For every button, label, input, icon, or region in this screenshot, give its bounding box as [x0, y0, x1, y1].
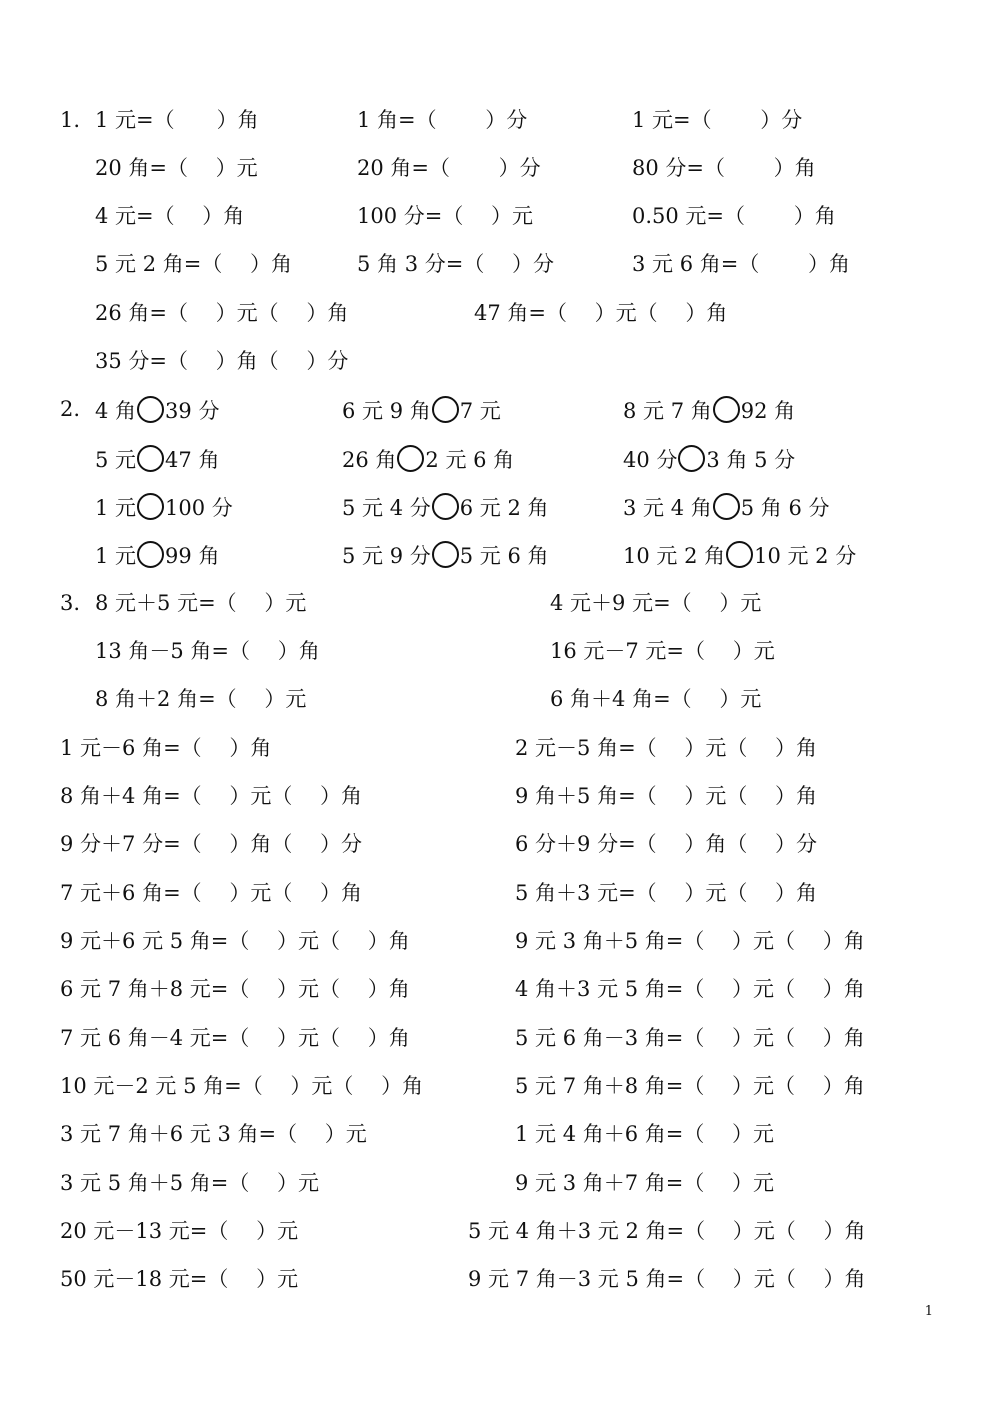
- exercise-4-11-a: 20 元－13 元=（ ）元: [60, 1219, 299, 1243]
- exercise-4-7-a: 7 元 6 角－4 元=（ ）元（ ）角: [60, 1026, 410, 1050]
- compare-right: 7 元: [459, 399, 501, 423]
- blank-circle-icon[interactable]: [137, 541, 164, 568]
- compare-right: 5 角 6 分: [740, 496, 830, 520]
- exercise-4-9-a: 3 元 7 角＋6 元 3 角=（ ）元: [60, 1122, 367, 1146]
- blank-circle-icon[interactable]: [432, 396, 459, 423]
- section-1-number: 1.: [60, 108, 81, 132]
- blank-circle-icon[interactable]: [137, 396, 164, 423]
- exercise-4-1-a: 1 元－6 角=（ ）角: [60, 736, 272, 760]
- compare-left: 4 角: [95, 399, 137, 423]
- blank-circle-icon[interactable]: [137, 493, 164, 520]
- compare-left: 26 角: [342, 448, 397, 472]
- exercise-4-8-b: 5 元 7 角＋8 角=（ ）元（ ）角: [515, 1074, 865, 1098]
- exercise-1-5-b: 47 角=（ ）元（ ）角: [474, 301, 728, 325]
- blank-circle-icon[interactable]: [432, 541, 459, 568]
- compare-2-4-c: [623, 541, 856, 569]
- exercise-1-1-a: 1 元=（ ）角: [95, 108, 259, 132]
- exercise-3-3-b: 6 角＋4 角=（ ）元: [550, 687, 762, 711]
- compare-2-1-c: [623, 396, 795, 424]
- exercise-1-3-c: 0.50 元=（ ）角: [632, 204, 836, 228]
- compare-right: 6 元 2 角: [459, 496, 549, 520]
- section-2-number: 2.: [60, 397, 81, 421]
- exercise-3-1-a: 8 元＋5 元=（ ）元: [95, 591, 307, 615]
- exercise-1-3-b: 100 分=（ ）元: [357, 204, 534, 228]
- exercise-1-2-b: 20 角=（ ）分: [357, 156, 541, 180]
- compare-left: 8 元 7 角: [623, 399, 712, 423]
- compare-2-3-b: [342, 493, 549, 521]
- compare-right: 10 元 2 分: [754, 544, 857, 568]
- compare-left: 3 元 4 角: [623, 496, 712, 520]
- blank-circle-icon[interactable]: [713, 493, 740, 520]
- compare-left: 1 元: [95, 496, 137, 520]
- exercise-1-6-a: 35 分=（ ）角（ ）分: [95, 349, 349, 373]
- exercise-1-2-a: 20 角=（ ）元: [95, 156, 258, 180]
- exercise-4-3-a: 9 分＋7 分=（ ）角（ ）分: [60, 832, 363, 856]
- compare-left: 10 元 2 角: [623, 544, 726, 568]
- blank-circle-icon[interactable]: [678, 445, 705, 472]
- exercise-4-5-a: 9 元＋6 元 5 角=（ ）元（ ）角: [60, 929, 410, 953]
- compare-left: 6 元 9 角: [342, 399, 431, 423]
- compare-2-4-a: [95, 541, 219, 569]
- compare-2-1-a: [95, 396, 219, 424]
- compare-left: 5 元 4 分: [342, 496, 431, 520]
- exercise-4-6-a: 6 元 7 角＋8 元=（ ）元（ ）角: [60, 977, 410, 1001]
- exercise-4-4-a: 7 元＋6 角=（ ）元（ ）角: [60, 881, 363, 905]
- compare-2-2-a: [95, 445, 219, 473]
- exercise-4-8-a: 10 元－2 元 5 角=（ ）元（ ）角: [60, 1074, 424, 1098]
- page-number: 1: [924, 1304, 933, 1319]
- exercise-4-12-a: 50 元－18 元=（ ）元: [60, 1267, 299, 1291]
- exercise-3-3-a: 8 角＋2 角=（ ）元: [95, 687, 307, 711]
- exercise-4-7-b: 5 元 6 角－3 角=（ ）元（ ）角: [515, 1026, 865, 1050]
- compare-2-2-b: [342, 445, 514, 473]
- exercise-1-1-b: 1 角=（ ）分: [357, 108, 528, 132]
- compare-left: 40 分: [623, 448, 678, 472]
- compare-right: 3 角 5 分: [706, 448, 796, 472]
- exercise-4-4-b: 5 角＋3 元=（ ）元（ ）角: [515, 881, 818, 905]
- exercise-1-4-a: 5 元 2 角=（ ）角: [95, 252, 293, 276]
- exercise-1-3-a: 4 元=（ ）角: [95, 204, 245, 228]
- exercise-3-1-b: 4 元＋9 元=（ ）元: [550, 591, 762, 615]
- blank-circle-icon[interactable]: [713, 396, 740, 423]
- exercise-4-1-b: 2 元－5 角=（ ）元（ ）角: [515, 736, 818, 760]
- compare-right: 99 角: [165, 544, 220, 568]
- exercise-4-5-b: 9 元 3 角＋5 角=（ ）元（ ）角: [515, 929, 865, 953]
- compare-2-3-c: [623, 493, 830, 521]
- exercise-4-10-a: 3 元 5 角＋5 角=（ ）元: [60, 1171, 320, 1195]
- compare-right: 2 元 6 角: [425, 448, 515, 472]
- exercise-3-2-b: 16 元－7 元=（ ）元: [550, 639, 775, 663]
- compare-right: 47 角: [165, 448, 220, 472]
- exercise-4-9-b: 1 元 4 角＋6 角=（ ）元: [515, 1122, 775, 1146]
- compare-2-4-b: [342, 541, 549, 569]
- compare-2-3-a: [95, 493, 233, 521]
- blank-circle-icon[interactable]: [432, 493, 459, 520]
- exercise-1-5-a: 26 角=（ ）元（ ）角: [95, 301, 349, 325]
- exercise-4-12-b: 9 元 7 角－3 元 5 角=（ ）元（ ）角: [468, 1267, 866, 1291]
- compare-left: 5 元: [95, 448, 137, 472]
- compare-right: 100 分: [165, 496, 233, 520]
- blank-circle-icon[interactable]: [397, 445, 424, 472]
- exercise-4-2-b: 9 角＋5 角=（ ）元（ ）角: [515, 784, 818, 808]
- exercise-4-2-a: 8 角＋4 角=（ ）元（ ）角: [60, 784, 363, 808]
- compare-right: 39 分: [165, 399, 220, 423]
- compare-2-2-c: [623, 445, 795, 473]
- compare-2-1-b: [342, 396, 501, 424]
- exercise-4-10-b: 9 元 3 角＋7 角=（ ）元: [515, 1171, 775, 1195]
- compare-right: 92 角: [740, 399, 796, 423]
- blank-circle-icon[interactable]: [726, 541, 753, 568]
- compare-left: 1 元: [95, 544, 137, 568]
- exercise-4-6-b: 4 角＋3 元 5 角=（ ）元（ ）角: [515, 977, 865, 1001]
- section-3-number: 3.: [60, 591, 81, 615]
- exercise-1-4-c: 3 元 6 角=（ ）角: [632, 252, 851, 276]
- exercise-1-2-c: 80 分=（ ）角: [632, 156, 816, 180]
- compare-left: 5 元 9 分: [342, 544, 431, 568]
- exercise-4-3-b: 6 分＋9 分=（ ）角（ ）分: [515, 832, 818, 856]
- exercise-4-11-b: 5 元 4 角＋3 元 2 角=（ ）元（ ）角: [468, 1219, 866, 1243]
- exercise-3-2-a: 13 角－5 角=（ ）角: [95, 639, 320, 663]
- exercise-1-1-c: 1 元=（ ）分: [632, 108, 803, 132]
- blank-circle-icon[interactable]: [137, 445, 164, 472]
- exercise-1-4-b: 5 角 3 分=（ ）分: [357, 252, 555, 276]
- compare-right: 5 元 6 角: [459, 544, 549, 568]
